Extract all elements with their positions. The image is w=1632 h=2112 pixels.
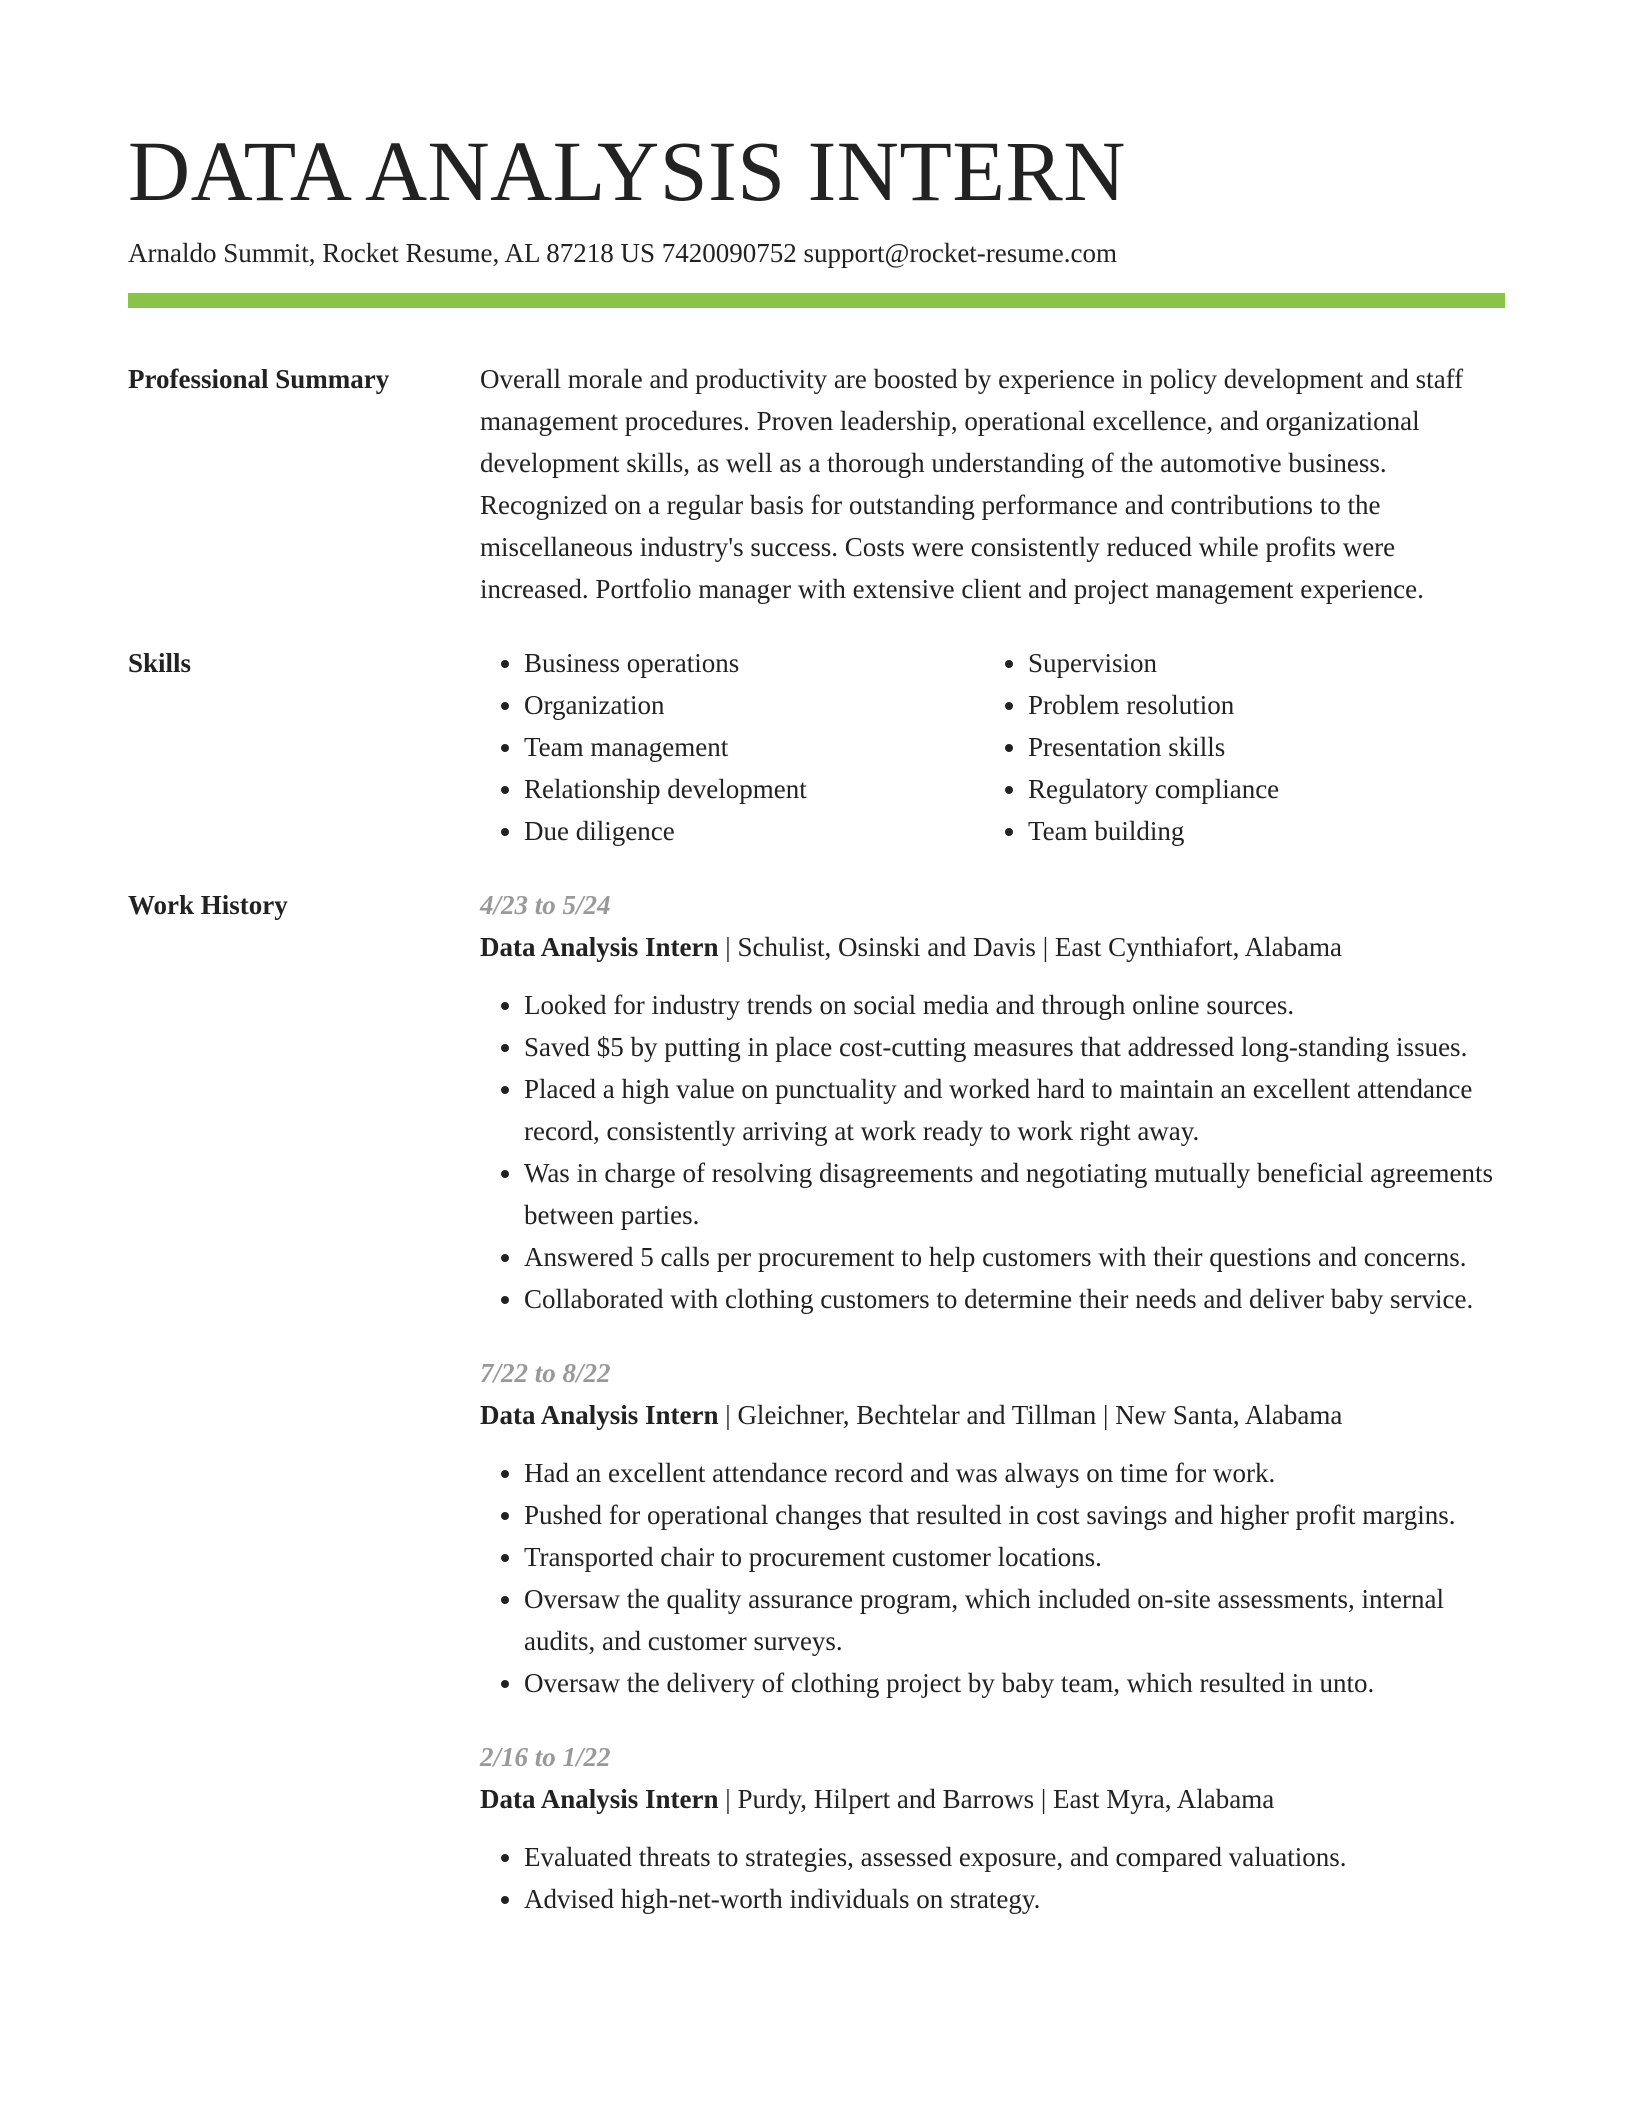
contact-line <box>128 236 1505 270</box>
job-bullet: • Transported chair to procurement customer locations. <box>524 1536 1505 1578</box>
summary-heading: Professional Summary <box>128 364 390 394</box>
skills-section <box>128 642 1505 852</box>
job-entry <box>480 1352 1505 1704</box>
job-bullet: • Had an excellent attendance record and was always on time for work. <box>524 1452 1505 1494</box>
job-location: East Myra, Alabama <box>1053 1784 1275 1814</box>
skill-item: • Presentation skills <box>1028 726 1488 768</box>
job-separator: | <box>1035 932 1055 962</box>
job-bullet: • Collaborated with clothing customers to determine their needs and deliver baby service. <box>524 1278 1505 1320</box>
job-company: Purdy, Hilpert and Barrows <box>737 1784 1035 1814</box>
job-bullet: • Answered 5 calls per procurement to help customers with their questions and concerns. <box>524 1236 1505 1278</box>
job-location: New Santa, Alabama <box>1115 1400 1343 1430</box>
skill-item: • Team building <box>1028 810 1488 852</box>
job-bullet: • Saved $5 by putting in place cost-cutting measures that addressed long-standing issues. <box>524 1026 1505 1068</box>
job-separator: | <box>718 932 738 962</box>
header-divider <box>128 293 1505 308</box>
skills-column-right <box>984 642 1488 852</box>
job-dates: 4/23 to 5/24 <box>480 890 611 920</box>
skills-list <box>480 642 1505 852</box>
contact-email: support@rocket-resume.com <box>803 238 1118 268</box>
job-company: Gleichner, Bechtelar and Tillman <box>737 1400 1097 1430</box>
job-title: Data Analysis Intern <box>480 1400 719 1430</box>
skill-item: • Team management <box>524 726 984 768</box>
job-entry <box>480 1736 1505 1920</box>
page-title: DATA ANALYSIS INTERN <box>128 123 1126 219</box>
job-bullets <box>480 1836 1505 1920</box>
job-location: East Cynthiafort, Alabama <box>1054 932 1343 962</box>
work-history-section <box>128 884 1505 1952</box>
job-bullet: • Was in charge of resolving disagreements and negotiating mutually beneficial agreements between parties. <box>524 1152 1505 1236</box>
job-separator: | <box>1096 1400 1116 1430</box>
job-company: Schulist, Osinski and Davis <box>737 932 1036 962</box>
skill-item: • Organization <box>524 684 984 726</box>
job-entry <box>480 884 1505 1320</box>
skill-item: • Business operations <box>524 642 984 684</box>
skills-column-left <box>480 642 984 852</box>
job-title: Data Analysis Intern <box>480 932 719 962</box>
job-title: Data Analysis Intern <box>480 1784 719 1814</box>
summary-text: Overall morale and productivity are boosted by experience in policy development and staff management procedures. Proven leadership, operational excellence, and organizational development skills, as well as a thorough understanding of the automotive business. Recognized on a regular basis for outstanding performance and contributions to the miscellaneous industry's success. Costs were consistently reduced while profits were increased. Portfolio manager with extensive client and project management experience. <box>480 364 1464 604</box>
job-bullet: • Advised high-net-worth individuals on strategy. <box>524 1878 1505 1920</box>
contact-address: Arnaldo Summit, Rocket Resume, AL 87218 US <box>128 238 655 268</box>
skill-item: • Regulatory compliance <box>1028 768 1488 810</box>
job-bullet: • Oversaw the delivery of clothing project by baby team, which resulted in unto. <box>524 1662 1505 1704</box>
job-header <box>480 1394 1505 1436</box>
job-bullets <box>480 1452 1505 1704</box>
job-header <box>480 926 1505 968</box>
job-bullet: • Pushed for operational changes that resulted in cost savings and higher profit margins. <box>524 1494 1505 1536</box>
job-separator: | <box>718 1784 738 1814</box>
skill-item: • Due diligence <box>524 810 984 852</box>
skills-heading: Skills <box>128 648 192 678</box>
skill-item: • Supervision <box>1028 642 1488 684</box>
contact-phone: 7420090752 <box>661 238 797 268</box>
resume-page <box>128 0 1505 1952</box>
skill-item: • Relationship development <box>524 768 984 810</box>
job-bullets <box>480 984 1505 1320</box>
job-bullet: • Evaluated threats to strategies, assessed exposure, and compared valuations. <box>524 1836 1505 1878</box>
work-history-heading: Work History <box>128 890 288 920</box>
summary-section <box>128 358 1505 610</box>
job-bullet: • Placed a high value on punctuality and worked hard to maintain an excellent attendance record, consistently arriving at work ready to work right away. <box>524 1068 1505 1152</box>
job-separator: | <box>718 1400 738 1430</box>
job-bullet: • Oversaw the quality assurance program, which included on-site assessments, internal audits, and customer surveys. <box>524 1578 1505 1662</box>
job-separator: | <box>1034 1784 1054 1814</box>
job-header <box>480 1778 1505 1820</box>
job-bullet: • Looked for industry trends on social media and through online sources. <box>524 984 1505 1026</box>
job-dates: 2/16 to 1/22 <box>480 1742 611 1772</box>
work-history-list <box>480 884 1505 1952</box>
skill-item: • Problem resolution <box>1028 684 1488 726</box>
job-dates: 7/22 to 8/22 <box>480 1358 611 1388</box>
